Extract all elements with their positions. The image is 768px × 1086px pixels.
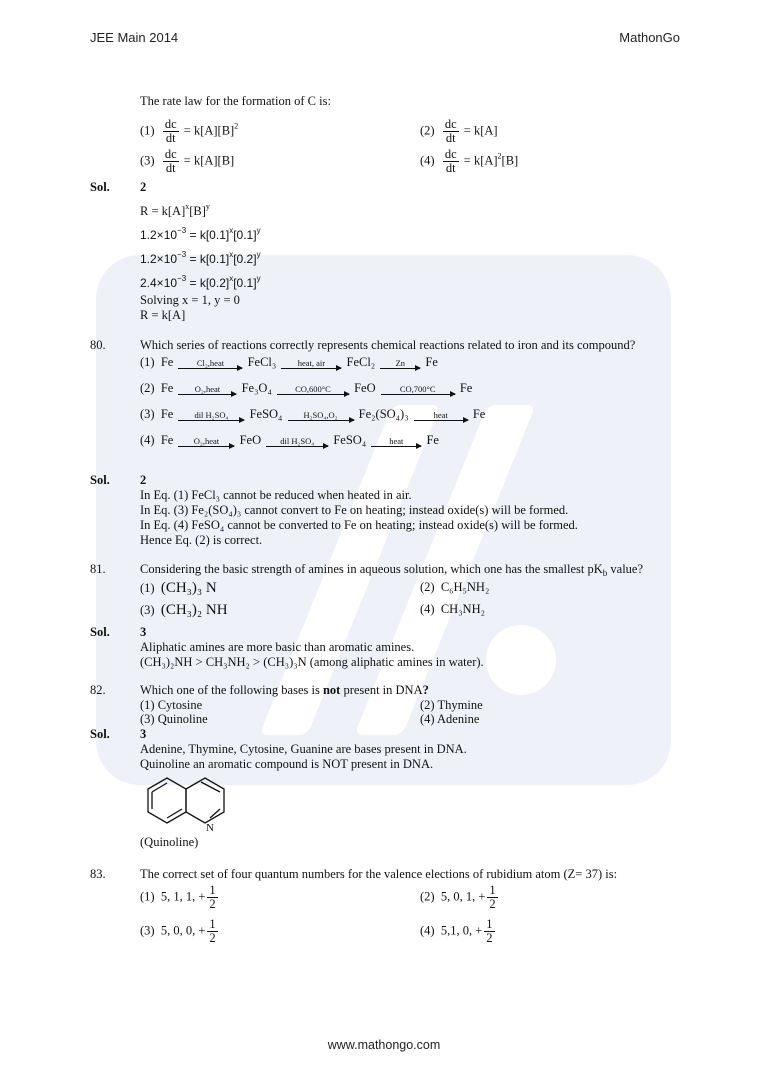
q80-sol-line-2: In Eq. (3) Fe₂(SO₄)₃ cannot convert to Fe on heating; instead oxide(s) will be formed.	[140, 503, 569, 517]
q81-option-4: (4) CH₃NH₂	[420, 602, 485, 616]
q79-option-1: (1) $\frac{dc}{dt}$ = $k[A][B]^2$	[140, 117, 239, 145]
q81-option-3: (3) (CH₃)₂ NH	[140, 602, 228, 618]
q80-sol-line-3: In Eq. (4) FeSO₄ cannot be converted to Fe on heating; instead oxide(s) will be formed.	[140, 518, 578, 532]
quinoline-nitrogen-label: N	[206, 822, 214, 834]
q80-option-4: (4) Fe O₂,heat FeO dil H₂SO₄ FeSO₄ heat Fe	[140, 433, 439, 447]
q79-option-3: (3) $\frac{dc}{dt}$ = k[A][B]	[140, 147, 235, 175]
q79-step-1: $1.2\times 10^{-3} = k[0.1]^x[0.1]^y$	[140, 226, 261, 242]
q82-option-4: (4) Adenine	[420, 712, 480, 726]
q79-stem: The rate law for the formation of C is:	[140, 94, 331, 108]
q82-sol-line-2: Quinoline an aromatic compound is NOT present in DNA.	[140, 757, 434, 771]
q79-solving: Solving x = 1, y = 0	[140, 293, 240, 307]
quinoline-caption: (Quinoline)	[140, 835, 199, 849]
q82-stem: Which one of the following bases is not present in DNA?	[140, 683, 429, 697]
q80-sol-line-4: Hence Eq. (2) is correct.	[140, 533, 263, 547]
q82-option-1: (1) Cytosine	[140, 698, 203, 712]
q81-number: 81.	[90, 562, 106, 576]
q82-option-2: (2) Thymine	[420, 698, 483, 712]
q82-option-3: (3) Quinoline	[140, 712, 208, 726]
q83-stem: The correct set of four quantum numbers for the valence elections of rubidium atom (Z= 37) is:	[140, 867, 618, 881]
q80-number: 80.	[90, 338, 106, 352]
q81-option-2: (2) C₆H₅NH₂	[420, 580, 490, 594]
q82-answer: 3	[140, 727, 147, 741]
q83-option-4: (4) 5,1, 0, + $\frac{1}{2}$	[420, 917, 493, 945]
q80-stem: Which series of reactions correctly represents chemical reactions related to iron and its compound?	[140, 338, 636, 352]
q79-result: R = k[A]	[140, 308, 186, 322]
q80-option-3: (3) Fe dil H₂SO₄ FeSO₄ H₂SO₄,O₂ Fe₂(SO₄)₃ heat Fe	[140, 407, 486, 421]
q79-option-4: (4) $\frac{dc}{dt}$ = $k[A]^2[B]$	[420, 147, 519, 175]
q83-number: 83.	[90, 867, 106, 881]
q79-step-3: $2.4\times 10^{-3} = k[0.2]^x[0.1]^y$	[140, 274, 261, 290]
q83-option-1: (1) 5, 1, 1, + $\frac{1}{2}$	[140, 883, 216, 911]
header-brand: MathonGo	[619, 30, 680, 45]
q80-option-2: (2) Fe O₂,heat Fe₃O₄ CO,600°C FeO CO,700°C Fe	[140, 381, 473, 395]
quinoline-structure	[140, 774, 244, 836]
q83-option-3: (3) 5, 0, 0, + $\frac{1}{2}$	[140, 917, 216, 945]
footer-url: www.mathongo.com	[327, 1038, 441, 1052]
q81-sol-line-1: Aliphatic amines are more basic than aromatic amines.	[140, 640, 415, 654]
q80-option-1: (1) Fe Cl₂,heat FeCl₃ heat, air FeCl₂ Zn Fe	[140, 355, 438, 369]
q79-step-2: $1.2\times 10^{-3} = k[0.1]^x[0.2]^y$	[140, 250, 261, 266]
header-exam-title: JEE Main 2014	[90, 30, 179, 45]
q79-step-rate-law: $R = k[A]^x[B]^y$	[140, 202, 210, 218]
q81-answer: 3	[140, 625, 147, 639]
q82-number: 82.	[90, 683, 106, 697]
q79-sol-label: Sol.	[90, 180, 110, 194]
q80-answer: 2	[140, 473, 147, 487]
q79-option-2: (2) $\frac{dc}{dt}$ = k[A]	[420, 117, 498, 145]
q81-stem: Considering the basic strength of amines in aqueous solution, which one has the smallest $pK_b$ value?	[140, 562, 644, 578]
q83-option-2: (2) 5, 0, 1, + $\frac{1}{2}$	[420, 883, 496, 911]
q81-sol-line-2: (CH₃)₂NH > CH₃NH₂ > (CH₃)₃N (among aliphatic amines in water).	[140, 655, 484, 669]
q81-sol-label: Sol.	[90, 625, 110, 639]
q82-sol-label: Sol.	[90, 727, 110, 741]
q81-option-1: (1) (CH₃)₃ N	[140, 580, 217, 596]
q80-sol-label: Sol.	[90, 473, 110, 487]
q79-answer: 2	[140, 180, 147, 194]
q80-sol-line-1: In Eq. (1) FeCl₃ cannot be reduced when heated in air.	[140, 488, 412, 502]
q82-sol-line-1: Adenine, Thymine, Cytosine, Guanine are bases present in DNA.	[140, 742, 467, 756]
